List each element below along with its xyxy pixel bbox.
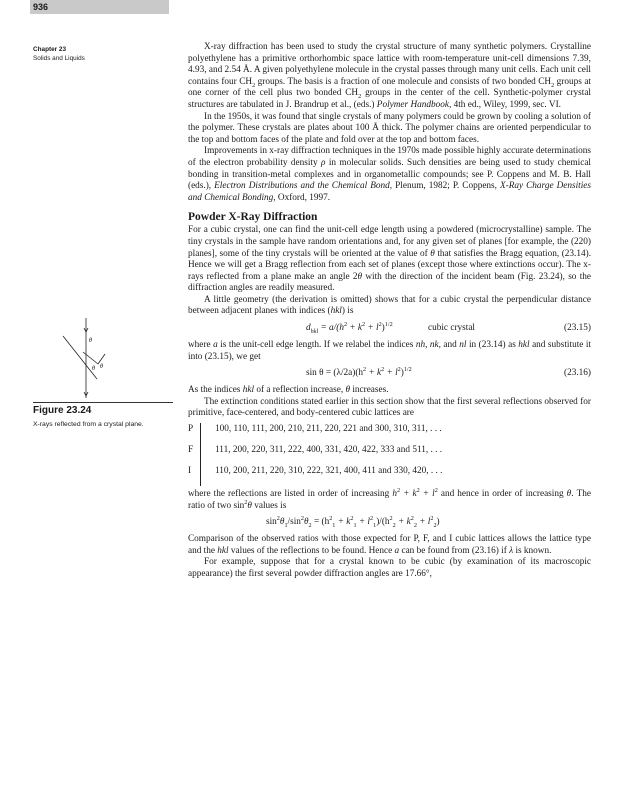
lattice-type-label: P — [188, 424, 194, 435]
paragraph-single-crystals: In the 1950s, it was found that single crystals of many polymers could be grown by cooling a solution of the polymer. These crystals are plates about 100 Å thick. The polymer chains are oriented perpendicular to the top and bottom faces of the plate and fold over at the top and bottom faces. — [188, 111, 591, 145]
incident-ray — [83, 352, 98, 364]
section-heading: Powder X-Ray Diffraction — [188, 211, 318, 224]
equation-number: (23.15) — [564, 323, 591, 334]
xray-reflection-diagram — [60, 318, 180, 400]
paragraph-cubic: For a cubic crystal, one can find the unit-cell edge length using a powdered (microcrystalline) sample. The tiny crystals in the sample have random orientations and, for any given set of planes [for example, the (220) planes], some of the tiny crystals will be oriented at the value of θ that satisfies the Bragg equation, (23.14). Hence we will get a Bragg reflection from each set of planes (except those where extinctions occur). The x-rays reflected from a plane make an angle 2θ with the direction of the incident beam (Fig. 23.24), so the diffraction angles are readily measured. — [188, 225, 592, 294]
paragraph-extinction: The extinction conditions stated earlier in this section show that the first several reflections observed for primitive, face-centered, and body-centered cubic lattices are — [188, 396, 591, 419]
equation-23-15: $d_{hkl} = a/(h^2 + k^2 + l^2)^{1/2}$ cubic crystal (23.15) — [306, 321, 591, 336]
lattice-reflections: 100, 110, 111, 200, 210, 211, 220, 221 and 300, 310, 311, . . . — [200, 423, 591, 444]
angle-label-left: θ — [92, 366, 95, 372]
main-text — [188, 42, 591, 581]
figure-diagram — [60, 318, 180, 400]
chapter-label: Chapter 23 — [33, 46, 67, 53]
figure-title: Figure 23.24 — [33, 402, 173, 416]
paragraph-indices: As the indices hkl of a reflection increase, θ increases. — [188, 385, 389, 396]
paragraph-polymers: X-ray diffraction has been used to study the crystal structure of many synthetic polymers. Crystalline polyethylene has a primitive orthorhombic space lattice with room-temperature unit-cell dimensions 7.39, 4.93, and 2.54 Å. A given polyethylene molecule in the crystal passes through many unit cells. Each unit cell contains four $CH_2$ groups. The basis is a fraction of one molecule and consists of two bonded $CH_2$ groups at one corner of the cell plus two bonded $CH_2$ groups in the center of the cell. Synthetic-polymer crystal structures are tabulated in J. Brandrup et al., (eds.) Polymer Handbook, 4th ed., Wiley, 1999, sec. VI. — [188, 42, 591, 110]
chapter-header — [33, 45, 173, 63]
angle-label-right: θ — [100, 364, 103, 370]
lattice-reflections: 111, 200, 220, 311, 222, 400, 331, 420, 422, 333 and 511, . . . — [200, 444, 591, 465]
equation-number: (23.16) — [564, 368, 591, 379]
lattice-table — [188, 423, 591, 486]
reflected-ray — [98, 354, 105, 364]
figure-caption: X-rays reflected from a crystal plane. — [33, 421, 144, 428]
equation-ratio: $\sin^2\theta_1/\sin^2\theta_2 = (h^2_1 + k^2_1 + l^2_1)/(h^2_2 + k^2_2 + l^2_2)$ — [266, 515, 440, 530]
equation-note: cubic crystal — [428, 323, 475, 334]
paragraph-order: where the reflections are listed in order of increasing $h^2 + k^2 + l^2$ and hence in order of increasing θ. The ratio of two $\sin^2\theta$ values is — [188, 486, 591, 511]
chapter-title: Solids and Liquids — [33, 55, 85, 62]
paragraph-example: For example, suppose that for a crystal known to be cubic (by examination of its macroscopic appearance) the first several powder diffraction angles are 17.66°, — [188, 557, 591, 579]
lattice-type-label: F — [188, 445, 194, 456]
equation-23-16: $\sin \theta = (\lambda/2a)(h^2 + k^2 + l^2)^{1/2}$ (23.16) — [306, 366, 591, 379]
paragraph-relabel: where a is the unit-cell edge length. If we relabel the indices nh, nk, and nl in (23.14) as hkl and substitute it into (23.15), we get — [188, 340, 592, 362]
paragraph-geometry: A little geometry (the derivation is omitted) shows that for a cubic crystal the perpendicular distance between adjacent planes with indices (hkl) is — [188, 294, 591, 317]
paragraph-improvements: Improvements in x-ray diffraction techniques in the 1970s made possible highly accurate determinations of the electron probability density ρ in molecular solids. Such densities are being used to study chemical bonding in transition-metal complexes and in organometallic compounds; see P. Coppens and M. B. Hall (eds.), Electron Distributions and the Chemical Bond, Plenum, 1982; P. Coppens, X-Ray Charge Densities and Chemical Bonding, Oxford, 1997. — [188, 146, 591, 203]
paragraph-comparison: Comparison of the observed ratios with those expected for P, F, and I cubic lattices allows the lattice type and the hkl values of the reflections to be found. Hence a can be found from (23.16) if λ is known. — [188, 534, 591, 556]
angle-label-top: θ — [89, 338, 92, 344]
lattice-type-label: I — [188, 466, 192, 477]
lattice-reflections: 110, 200, 211, 220, 310, 222, 321, 400, 411 and 330, 420, . . . — [200, 465, 591, 486]
page-number: 936 — [30, 0, 169, 14]
